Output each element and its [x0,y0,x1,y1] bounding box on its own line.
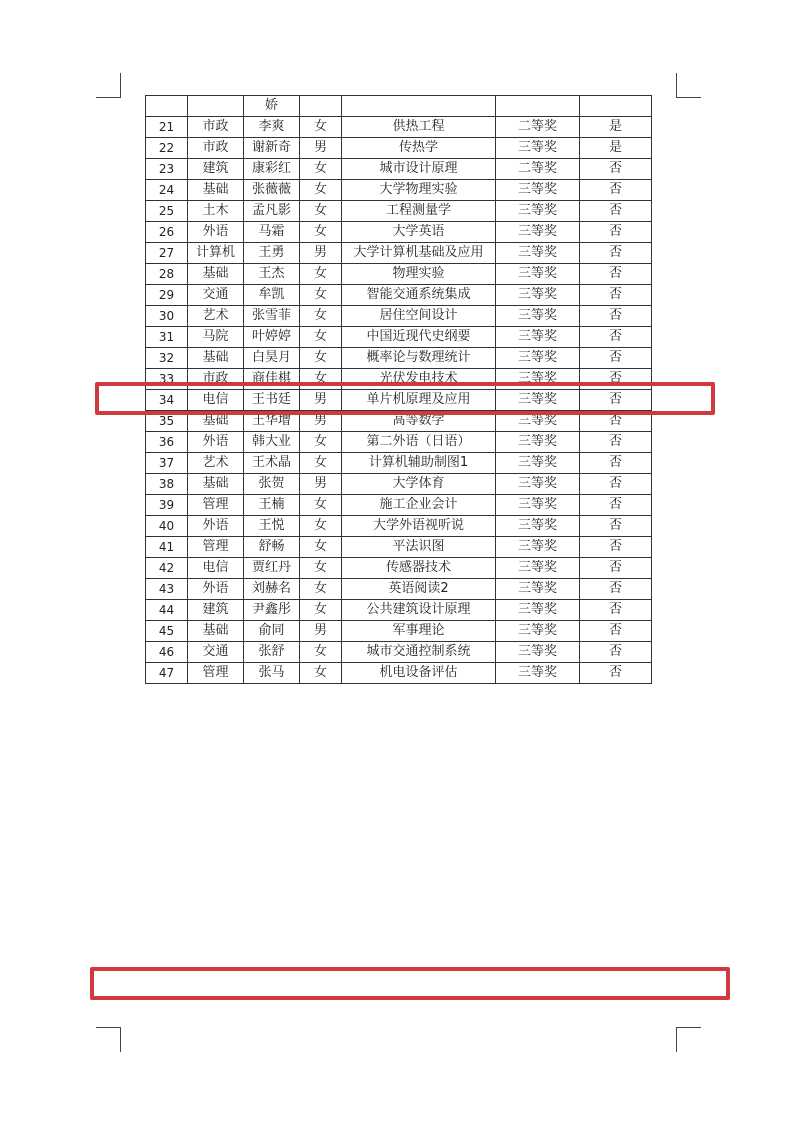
cell-name: 李爽 [244,117,300,138]
cell-number: 44 [146,600,188,621]
cell-award: 三等奖 [496,201,580,222]
cell-course: 施工企业会计 [342,495,496,516]
cell-flag: 否 [580,516,652,537]
table-row [146,117,652,138]
cell-course: 大学物理实验 [342,180,496,201]
cell-department: 基础 [188,348,244,369]
cell-award: 三等奖 [496,600,580,621]
cell-department: 艺术 [188,306,244,327]
cell-number: 35 [146,411,188,432]
cell-gender: 女 [300,453,342,474]
crop-mark-bottom-right [676,1027,701,1052]
cell-course: 第二外语（日语） [342,432,496,453]
cell-flag: 否 [580,264,652,285]
cell-name: 王华增 [244,411,300,432]
cell-department: 艺术 [188,453,244,474]
cell-gender: 女 [300,432,342,453]
cell-award: 三等奖 [496,474,580,495]
cell-department: 建筑 [188,159,244,180]
table-row [146,159,652,180]
cell-award: 三等奖 [496,390,580,411]
cell-department [188,96,244,117]
cell-department: 电信 [188,558,244,579]
table-row [146,642,652,663]
cell-flag: 否 [580,327,652,348]
cell-name: 张贺 [244,474,300,495]
cell-award: 二等奖 [496,159,580,180]
cell-number: 36 [146,432,188,453]
cell-course: 工程测量学 [342,201,496,222]
cell-flag: 否 [580,390,652,411]
cell-department: 基础 [188,621,244,642]
cell-number: 30 [146,306,188,327]
cell-department: 建筑 [188,600,244,621]
cell-number: 47 [146,663,188,684]
cell-award: 三等奖 [496,432,580,453]
cell-department: 基础 [188,264,244,285]
cell-flag: 否 [580,663,652,684]
cell-number: 26 [146,222,188,243]
table-row [146,495,652,516]
cell-course: 大学外语视听说 [342,516,496,537]
cell-award: 三等奖 [496,138,580,159]
cell-name: 牟凯 [244,285,300,306]
crop-mark-bottom-left [96,1027,121,1052]
cell-number: 34 [146,390,188,411]
cell-gender: 女 [300,663,342,684]
cell-course: 平法识图 [342,537,496,558]
cell-name: 张马 [244,663,300,684]
cell-course: 光伏发电技术 [342,369,496,390]
cell-award: 三等奖 [496,495,580,516]
cell-flag: 否 [580,621,652,642]
cell-gender: 男 [300,474,342,495]
cell-name: 马霜 [244,222,300,243]
cell-gender: 女 [300,537,342,558]
cell-number: 23 [146,159,188,180]
cell-name: 王勇 [244,243,300,264]
cell-flag: 否 [580,495,652,516]
cell-number: 22 [146,138,188,159]
cell-gender: 女 [300,579,342,600]
cell-gender: 男 [300,621,342,642]
table-row [146,558,652,579]
cell-name: 王书廷 [244,390,300,411]
cell-department: 外语 [188,579,244,600]
table-row [146,138,652,159]
cell-award: 三等奖 [496,180,580,201]
cell-gender: 女 [300,642,342,663]
cell-flag: 否 [580,222,652,243]
cell-name: 谢新奇 [244,138,300,159]
cell-name: 俞同 [244,621,300,642]
table-row [146,201,652,222]
cell-name: 王悦 [244,516,300,537]
cell-gender: 女 [300,348,342,369]
cell-award: 三等奖 [496,663,580,684]
cell-flag: 否 [580,285,652,306]
cell-award: 三等奖 [496,222,580,243]
highlight-box-row-46 [90,967,730,1000]
cell-number [146,96,188,117]
cell-gender: 男 [300,243,342,264]
crop-mark-top-left [96,73,121,98]
cell-course: 城市设计原理 [342,159,496,180]
cell-award: 三等奖 [496,579,580,600]
table-row [146,306,652,327]
cell-course: 智能交通系统集成 [342,285,496,306]
cell-award: 三等奖 [496,369,580,390]
cell-gender: 女 [300,495,342,516]
cell-department: 马院 [188,327,244,348]
cell-department: 市政 [188,369,244,390]
cell-gender: 女 [300,117,342,138]
cell-department: 土木 [188,201,244,222]
cell-flag: 否 [580,432,652,453]
cell-course: 传感器技术 [342,558,496,579]
cell-course: 高等数学 [342,411,496,432]
cell-number: 27 [146,243,188,264]
cell-number: 38 [146,474,188,495]
cell-award: 三等奖 [496,306,580,327]
cell-flag: 是 [580,138,652,159]
cell-name: 尹鑫彤 [244,600,300,621]
cell-flag: 否 [580,159,652,180]
cell-gender: 女 [300,222,342,243]
cell-award: 三等奖 [496,411,580,432]
cell-course: 大学体育 [342,474,496,495]
cell-name: 叶婷婷 [244,327,300,348]
cell-name: 舒畅 [244,537,300,558]
table-row [146,285,652,306]
cell-number: 31 [146,327,188,348]
cell-number: 29 [146,285,188,306]
cell-award: 三等奖 [496,516,580,537]
cell-flag: 否 [580,537,652,558]
cell-award: 三等奖 [496,327,580,348]
cell-flag [580,96,652,117]
cell-gender: 女 [300,558,342,579]
cell-department: 管理 [188,495,244,516]
cell-flag: 否 [580,579,652,600]
cell-gender: 女 [300,201,342,222]
cell-number: 25 [146,201,188,222]
cell-name: 韩大业 [244,432,300,453]
cell-award: 三等奖 [496,243,580,264]
cell-name: 白昊月 [244,348,300,369]
cell-department: 市政 [188,138,244,159]
cell-course: 英语阅读2 [342,579,496,600]
cell-course [342,96,496,117]
cell-name: 张舒 [244,642,300,663]
table-row [146,327,652,348]
cell-course: 军事理论 [342,621,496,642]
cell-gender: 女 [300,516,342,537]
cell-number: 37 [146,453,188,474]
cell-number: 43 [146,579,188,600]
cell-gender: 女 [300,159,342,180]
cell-department: 计算机 [188,243,244,264]
award-table-body [146,96,652,684]
cell-number: 33 [146,369,188,390]
cell-flag: 否 [580,306,652,327]
cell-flag: 否 [580,600,652,621]
cell-gender: 男 [300,390,342,411]
cell-name: 孟凡影 [244,201,300,222]
cell-department: 电信 [188,390,244,411]
cell-name: 商佳棋 [244,369,300,390]
cell-department: 基础 [188,411,244,432]
cell-course: 大学英语 [342,222,496,243]
table-row [146,369,652,390]
table-row [146,474,652,495]
table-row [146,348,652,369]
cell-gender: 女 [300,327,342,348]
cell-name: 王楠 [244,495,300,516]
cell-flag: 否 [580,474,652,495]
cell-number: 41 [146,537,188,558]
cell-course: 计算机辅助制图1 [342,453,496,474]
cell-course: 中国近现代史纲要 [342,327,496,348]
cell-gender: 女 [300,264,342,285]
cell-flag: 否 [580,180,652,201]
cell-course: 机电设备评估 [342,663,496,684]
cell-flag: 否 [580,453,652,474]
cell-course: 大学计算机基础及应用 [342,243,496,264]
cell-flag: 否 [580,558,652,579]
cell-number: 45 [146,621,188,642]
cell-number: 40 [146,516,188,537]
cell-award: 三等奖 [496,285,580,306]
cell-name: 康彩红 [244,159,300,180]
table-row [146,96,652,117]
cell-department: 外语 [188,516,244,537]
cell-flag: 是 [580,117,652,138]
cell-gender: 男 [300,411,342,432]
cell-course: 概率论与数理统计 [342,348,496,369]
cell-department: 基础 [188,474,244,495]
table-row [146,222,652,243]
cell-department: 基础 [188,180,244,201]
cell-department: 外语 [188,222,244,243]
cell-course: 单片机原理及应用 [342,390,496,411]
cell-gender: 女 [300,600,342,621]
cell-department: 管理 [188,537,244,558]
cell-course: 公共建筑设计原理 [342,600,496,621]
table-row [146,432,652,453]
cell-flag: 否 [580,243,652,264]
cell-name: 王术晶 [244,453,300,474]
table-row [146,453,652,474]
cell-gender: 女 [300,180,342,201]
table-row [146,411,652,432]
cell-gender: 女 [300,285,342,306]
cell-flag: 否 [580,411,652,432]
cell-name: 贾红丹 [244,558,300,579]
cell-course: 城市交通控制系统 [342,642,496,663]
cell-course: 物理实验 [342,264,496,285]
cell-award: 三等奖 [496,621,580,642]
cell-award: 三等奖 [496,558,580,579]
cell-department: 管理 [188,663,244,684]
cell-gender: 女 [300,306,342,327]
cell-number: 42 [146,558,188,579]
cell-name: 娇 [244,96,300,117]
table-row [146,180,652,201]
table-row [146,579,652,600]
cell-gender: 女 [300,369,342,390]
award-table [145,95,652,684]
cell-number: 32 [146,348,188,369]
cell-department: 外语 [188,432,244,453]
cell-gender [300,96,342,117]
cell-flag: 否 [580,201,652,222]
cell-name: 刘赫名 [244,579,300,600]
cell-department: 市政 [188,117,244,138]
cell-course: 传热学 [342,138,496,159]
cell-flag: 否 [580,348,652,369]
table-row [146,600,652,621]
cell-award [496,96,580,117]
cell-flag: 否 [580,369,652,390]
cell-award: 三等奖 [496,264,580,285]
cell-award: 三等奖 [496,642,580,663]
table-row [146,243,652,264]
cell-name: 张薇薇 [244,180,300,201]
cell-name: 王杰 [244,264,300,285]
table-row [146,264,652,285]
cell-department: 交通 [188,285,244,306]
cell-number: 28 [146,264,188,285]
table-row [146,537,652,558]
cell-number: 46 [146,642,188,663]
crop-mark-top-right [676,73,701,98]
cell-award: 三等奖 [496,537,580,558]
cell-course: 供热工程 [342,117,496,138]
cell-number: 39 [146,495,188,516]
table-row [146,621,652,642]
table-row [146,390,652,411]
cell-gender: 男 [300,138,342,159]
cell-department: 交通 [188,642,244,663]
table-row [146,663,652,684]
cell-name: 张雪菲 [244,306,300,327]
cell-award: 三等奖 [496,453,580,474]
table-row [146,516,652,537]
cell-number: 21 [146,117,188,138]
cell-course: 居住空间设计 [342,306,496,327]
cell-award: 二等奖 [496,117,580,138]
cell-flag: 否 [580,642,652,663]
cell-award: 三等奖 [496,348,580,369]
cell-number: 24 [146,180,188,201]
